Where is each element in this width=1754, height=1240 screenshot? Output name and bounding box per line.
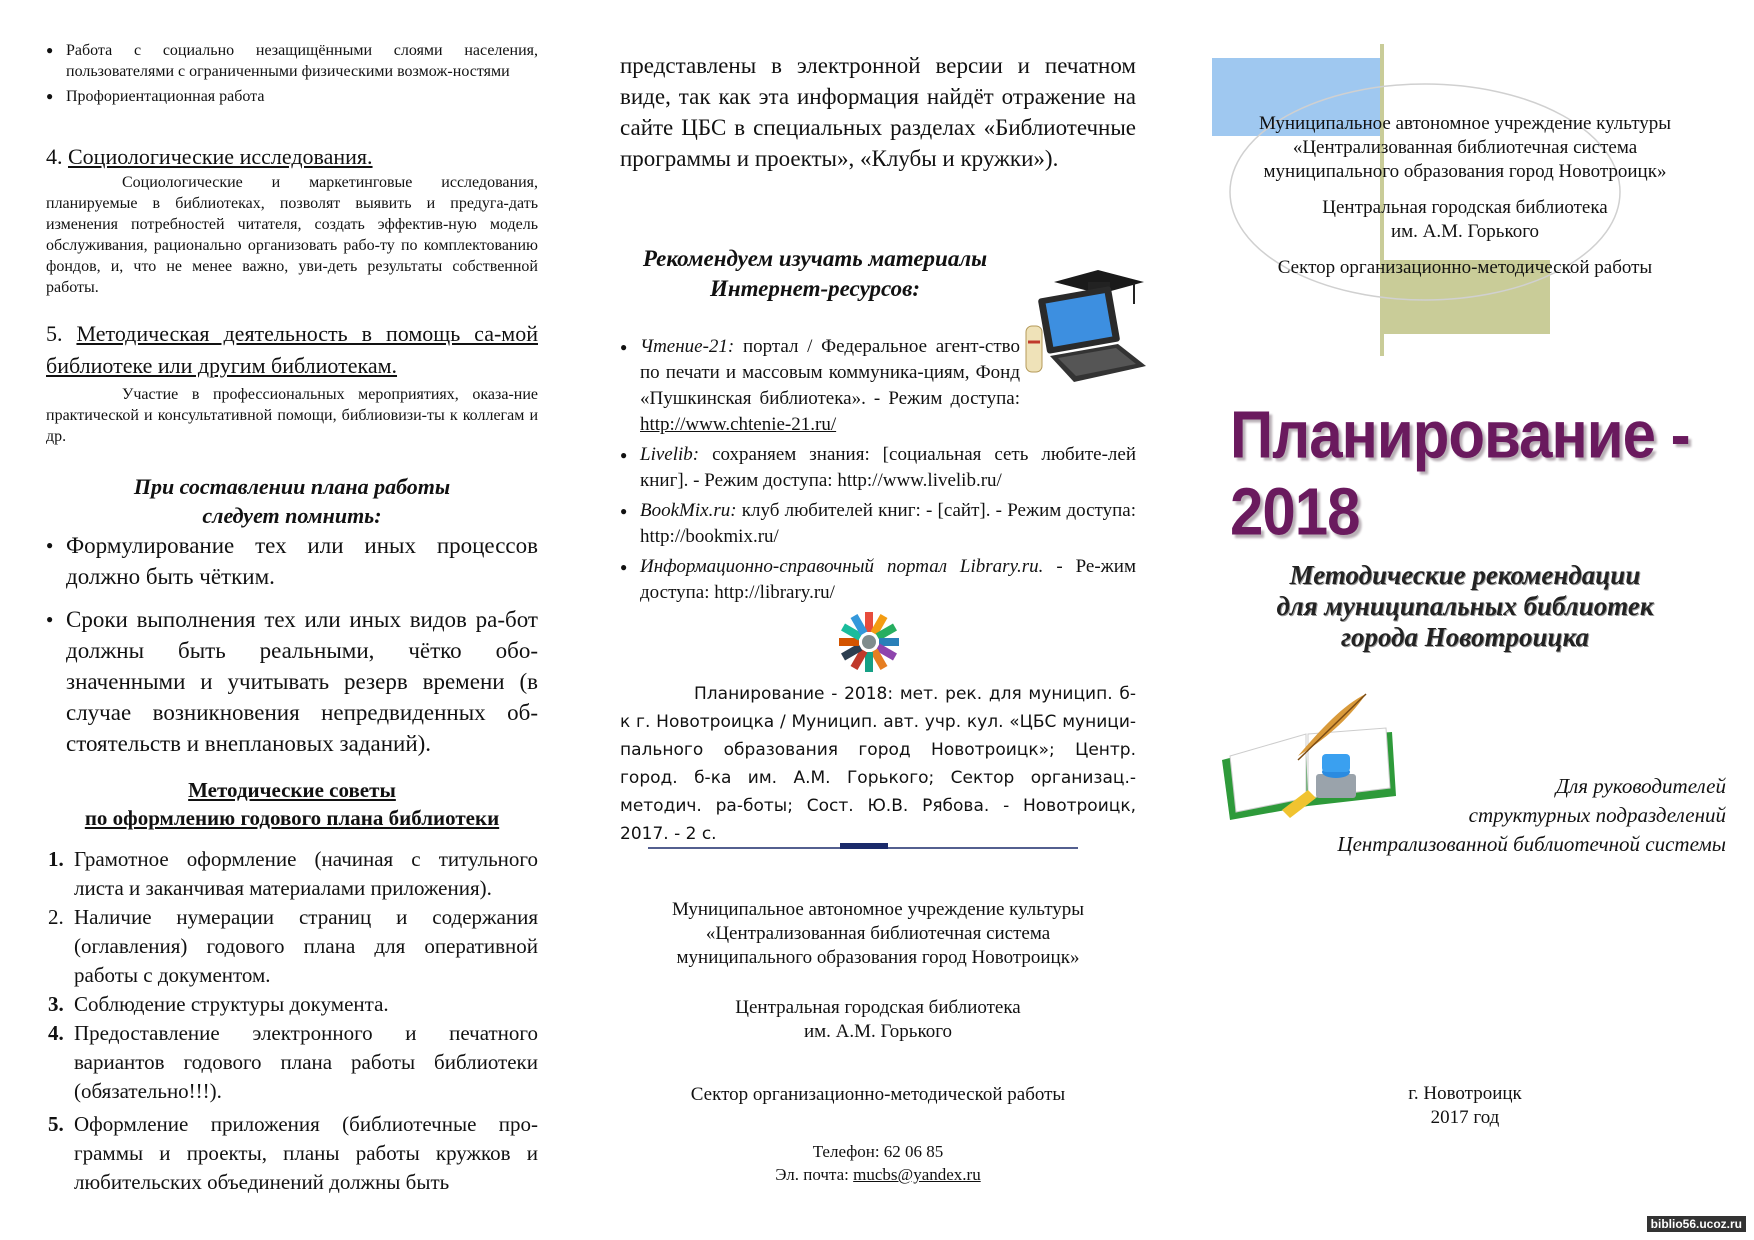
remember-heading-line-1: При составлении плана работы [133, 474, 451, 499]
contacts [620, 1140, 1136, 1186]
city: г. Новотроицк [1408, 1083, 1522, 1104]
library-name-line-2: им. А.М. Горького [1390, 221, 1540, 242]
section-4-title: Социологические исследования. [68, 144, 373, 169]
remember-heading [46, 472, 538, 530]
resource-text: сохраняем знания: [социальная сеть любите-лей книг]. - Режим доступа: [640, 444, 1136, 491]
advice-heading [46, 776, 538, 832]
resources-heading-line-1: Рекомендуем изучать материалы [642, 246, 988, 271]
resource-link[interactable]: http://www.chtenie-21.ru/ [640, 414, 837, 435]
brochure-subtitle [1200, 560, 1730, 653]
resource-link[interactable]: http://bookmix.ru/ [640, 526, 779, 547]
list-item: ● Формулирование тех или иных процессов должно быть чётким. [46, 530, 538, 592]
citation: Планирование - 2018: мет. рек. для муницип. б-к г. Новотроицка / Муницип. авт. учр. кул. «ЦБС муници-пального образования город Новотроицк»; Центр. город. б-ка им. А.М. Горького; Сектор организац.-методич. ра-боты; Сост. Ю.В. Рябова. - Новотроицк, 2017. - 2 с. [620, 684, 1136, 844]
list-item [46, 990, 538, 1019]
remember-list [46, 530, 538, 759]
bullet-list-top [46, 40, 538, 107]
intro-text: представлены в электронной версии и печатном виде, так как эта информация найдёт отражение на сайте ЦБС в специальных разделах «Библиотечные программы и проекты», «Клубы и кружки»). [620, 53, 1136, 171]
resource-name: Информационно-справочный портал Library.ru. [640, 556, 1044, 577]
list-number: 5. [48, 1112, 64, 1136]
library-block [1200, 196, 1730, 244]
audience [1200, 772, 1726, 859]
list-item: ● Сроки выполнения тех или иных видов ра-бот должны быть реальными, чётко обо-значенными и учитывать резерв времени (в случае возникновения непредвиденных об-стоятельств и внеплановых заданий). [46, 604, 538, 759]
list-item [46, 1019, 538, 1106]
resource-item [620, 498, 1136, 550]
org-name-line-2: «Централизованная библиотечная система [705, 923, 1051, 944]
org-name-line-1: Муниципальное автономное учреждение культуры [671, 899, 1085, 920]
remember-heading-line-2: следует помнить: [202, 503, 382, 528]
sector-back: Сектор организационно-методической работы [690, 1084, 1066, 1105]
org-name-line-3: муниципального образования город Новотроицк» [1263, 161, 1667, 182]
list-item [46, 1110, 538, 1197]
audience-line-1: Для руководителей [1555, 774, 1726, 798]
list-item [46, 845, 538, 903]
sector: Сектор организационно-методической работы [1277, 257, 1653, 278]
email-link[interactable]: mucbs@yandex.ru [853, 1165, 981, 1184]
org-name-line-2: «Централизованная библиотечная система [1292, 137, 1638, 158]
subtitle-line-3: города Новотроицка [1340, 622, 1589, 652]
section-4 [46, 144, 538, 298]
library-name-line-2: им. А.М. Горького [803, 1021, 953, 1042]
resource-name: Чтение-21: [640, 336, 735, 357]
org-name-line-3: муниципального образования город Новотроицк» [676, 947, 1080, 968]
resource-text: портал / Федеральное агент-ство по печати и массовым коммуника-циям, Фонд «Пушкинская библиотека». - Режим доступа: [640, 336, 1020, 409]
panel-left [46, 0, 538, 1240]
resource-item [620, 334, 1020, 438]
panel-cover [1200, 0, 1730, 1240]
list-item: ● Работа с социально незащищёнными слоями населения, пользователями с ограниченными физическими возмож-ностями [46, 40, 538, 82]
list-text: Грамотное оформление (начиная с титульного листа и заканчивая материалами приложения). [74, 847, 538, 900]
subtitle-line-1: Методические рекомендации [1289, 560, 1641, 590]
resource-text: клуб любителей книг: - [сайт]. - Режим доступа: [736, 500, 1136, 521]
resources-list [620, 334, 1136, 606]
resource-link[interactable]: http://library.ru/ [714, 582, 835, 603]
divider [648, 842, 1078, 850]
advice-list [46, 845, 538, 1197]
email-line [620, 1163, 1136, 1186]
resource-item [620, 442, 1136, 494]
brochure-title: Планирование - 2018 [1230, 396, 1690, 550]
section-5-number: 5. [46, 321, 63, 346]
resource-name: Livelib: [640, 444, 700, 465]
email-label: Эл. почта: [775, 1165, 854, 1184]
books-circle-icon [830, 608, 908, 672]
org-block [1200, 112, 1730, 184]
panel-middle [620, 0, 1136, 1240]
list-text: Наличие нумерации страниц и содержания (оглавления) годового плана для оперативной работы с документом. [74, 905, 538, 987]
list-item [46, 903, 538, 990]
resource-link[interactable]: http://www.livelib.ru/ [837, 470, 1002, 491]
list-item: ● Профориентационная работа [46, 86, 538, 107]
year: 2017 год [1430, 1107, 1500, 1128]
audience-line-2: структурных подразделений [1468, 803, 1726, 827]
resource-item [620, 554, 1136, 606]
library-block-back [620, 996, 1136, 1044]
org-block-back [620, 898, 1136, 970]
resource-text: - Ре-жим доступа: [640, 556, 1136, 603]
list-text: Соблюдение структуры документа. [74, 992, 389, 1016]
advice-heading-line-2: по оформлению годового плана библиотеки [84, 806, 500, 830]
subtitle-line-2: для муниципальных библиотек [1276, 591, 1654, 621]
audience-line-3: Централизованной библиотечной системы [1337, 832, 1726, 856]
section-5 [46, 318, 538, 447]
list-text: Оформление приложения (библиотечные про-граммы и проекты, планы работы кружков и любительских объединений должны быть [74, 1112, 538, 1194]
section-5-text: Участие в профессиональных мероприятиях, оказа-ние практической и консультативной помощи, библиовизи-ты к коллегам и др. [46, 386, 538, 445]
watermark: biblio56.ucoz.ru [1647, 1216, 1746, 1232]
section-5-title: Методическая деятельность в помощь са-мой библиотеке или другим библиотекам. [46, 321, 538, 378]
list-number: 4. [48, 1021, 64, 1045]
list-number: 3. [48, 992, 64, 1016]
place-year [1200, 1082, 1730, 1130]
resources-heading [620, 244, 1010, 304]
section-4-text: Социологические и маркетинговые исследования, планируемые в библиотеках, позволят выявить и предуга-дать изменения потребностей читателя, создать эффектив-ную модель обслуживания, рационально организовать рабо-ту по комплектованию фондов, и, что не менее важно, уви-деть результаты собственной работы. [46, 174, 538, 296]
list-number: 2. [48, 905, 64, 929]
advice-heading-line-1: Методические советы [188, 778, 396, 802]
resources-heading-line-2: Интернет-ресурсов: [709, 276, 921, 301]
resource-name: BookMix.ru: [640, 500, 737, 521]
list-number: 1. [48, 847, 64, 871]
phone: Телефон: 62 06 85 [812, 1142, 944, 1161]
section-4-number: 4. [46, 144, 63, 169]
library-name-line-1: Центральная городская библиотека [1322, 197, 1608, 218]
library-name-line-1: Центральная городская библиотека [735, 997, 1021, 1018]
list-text: Предоставление электронного и печатного вариантов годового плана работы библиотеки (обязательно!!!). [74, 1021, 538, 1103]
org-name-line-1: Муниципальное автономное учреждение культуры [1258, 113, 1672, 134]
